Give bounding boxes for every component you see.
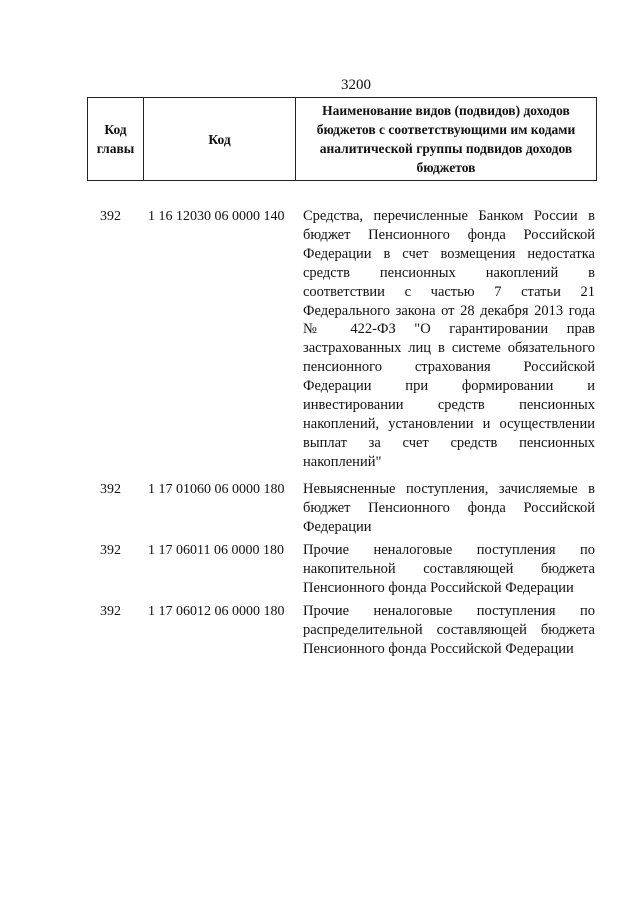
row-description: Средства, перечисленные Банком России в бюджет Пенсионного фонда Российской Федерации в счет возмещения недостатка средств пенсионных накоплений в соответствии с частью 7 статьи 21 Федерального закона от 28 декабря 2013 года № 422-ФЗ "О гарантировании прав застрахованных лиц в системе обязательного пенсионного страхования Российской Федерации при формировании и инвестировании средств пенсионных накоплений, установлении и осуществлении выплат за счет средств пенсионных накоплений" [303, 208, 595, 470]
row-code: 1 16 12030 06 0000 140 [148, 209, 285, 224]
table-header [87, 97, 597, 181]
row-chapter-code: 392 [100, 543, 121, 558]
header-chapter-code-label: Код главы [96, 122, 135, 156]
row-chapter-code: 392 [100, 604, 121, 619]
row-description: Прочие неналоговые поступления по накопительной составляющей бюджета Пенсионного фонда Российской Федерации [303, 542, 595, 596]
row-description: Невыясненные поступления, зачисляемые в бюджет Пенсионного фонда Российской Федерации [303, 481, 595, 535]
row-chapter-code: 392 [100, 482, 121, 497]
row-chapter-code: 392 [100, 209, 121, 224]
row-code: 1 17 06011 06 0000 180 [148, 543, 284, 558]
header-code-label: Код [208, 131, 231, 147]
header-code [144, 98, 296, 180]
header-chapter-code [88, 98, 144, 180]
header-name [296, 98, 596, 180]
header-name-label: Наименование видов (подвидов) доходов бюджетов с соответствующими им кодами аналитической группы подвидов доходов бюджетов [316, 103, 576, 175]
row-code: 1 17 01060 06 0000 180 [148, 482, 285, 497]
row-code: 1 17 06012 06 0000 180 [148, 604, 285, 619]
row-description: Прочие неналоговые поступления по распределительной составляющей бюджета Пенсионного фонда Российской Федерации [303, 603, 595, 657]
page-number: 3200 [341, 77, 371, 93]
